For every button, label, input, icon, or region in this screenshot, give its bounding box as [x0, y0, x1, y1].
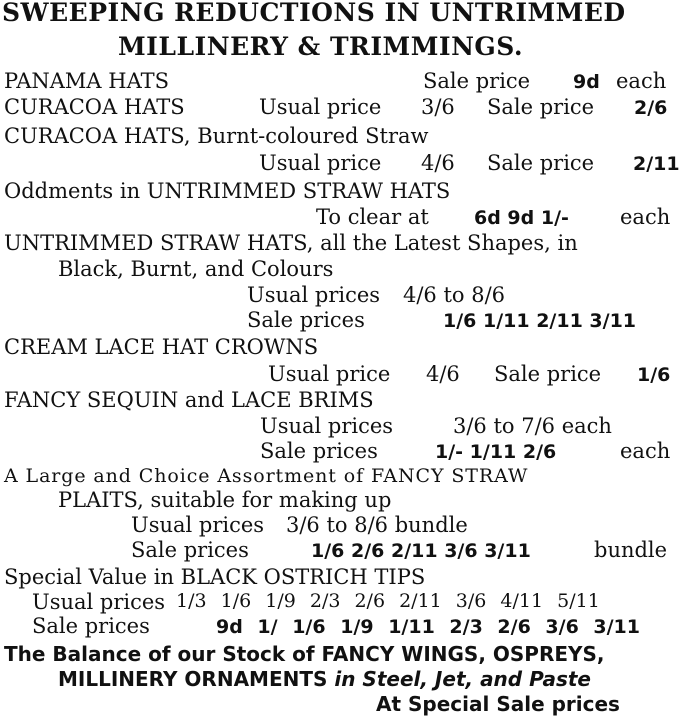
item-sequin-usual: 3/6 to 7/6 each — [453, 414, 612, 438]
item-cream-lace-usual-label: Usual price — [268, 362, 391, 386]
item-ostrich-sale: 9d 1/ 1/6 1/9 1/11 2/3 2/6 3/6 3/11 — [216, 616, 640, 638]
footer-line-1: The Balance of our Stock of FANCY WINGS, OSPREYS, — [4, 642, 605, 666]
item-untrimmed-name: UNTRIMMED STRAW HATS, all the Latest Shapes, in — [4, 231, 578, 255]
item-sequin-name: FANCY SEQUIN and LACE BRIMS — [4, 388, 374, 412]
item-ostrich-sale-label: Sale prices — [32, 614, 150, 638]
item-plaits-unit: bundle — [594, 538, 668, 562]
item-plaits-sale: 1/6 2/6 2/11 3/6 3/11 — [311, 540, 531, 562]
footer-line-2-italic: in Steel, Jet, and Paste — [327, 667, 591, 691]
item-curacoa-burnt-usual-label: Usual price — [259, 151, 382, 175]
item-cream-lace-name: CREAM LACE HAT CROWNS — [4, 335, 319, 359]
item-oddments-prices: 6d 9d 1/- — [474, 207, 569, 229]
item-panama-sale-label: Sale price — [423, 69, 531, 93]
item-ostrich-usual-label: Usual prices — [32, 590, 166, 614]
item-panama-unit: each — [616, 69, 667, 93]
footer-line-2 — [58, 669, 591, 689]
item-curacoa-sale: 2/6 — [634, 97, 668, 119]
item-plaits-name-2: PLAITS, suitable for making up — [58, 488, 392, 512]
item-untrimmed-sale-label: Sale prices — [247, 308, 365, 332]
item-untrimmed-usual: 4/6 to 8/6 — [403, 283, 506, 307]
item-panama-name: PANAMA HATS — [4, 69, 169, 93]
item-curacoa-burnt-name: CURACOA HATS, Burnt-coloured Straw — [4, 124, 429, 148]
footer-line-2-bold: MILLINERY ORNAMENTS — [58, 667, 328, 691]
item-cream-lace-usual: 4/6 — [426, 362, 460, 386]
item-plaits-sale-label: Sale prices — [131, 538, 249, 562]
item-sequin-sale-label: Sale prices — [260, 439, 378, 463]
item-oddments-clear-label: To clear at — [316, 205, 429, 229]
item-untrimmed-sale: 1/6 1/11 2/11 3/11 — [443, 310, 637, 332]
item-cream-lace-sale: 1/6 — [637, 364, 671, 386]
item-ostrich-usual: 1/3 1/6 1/9 2/3 2/6 2/11 3/6 4/11 5/11 — [176, 590, 600, 612]
item-sequin-unit: each — [620, 439, 671, 463]
item-plaits-usual: 3/6 to 8/6 bundle — [286, 513, 468, 537]
footer-line-3: At Special Sale prices — [376, 692, 620, 716]
item-curacoa-burnt-sale: 2/11 — [633, 153, 680, 175]
item-curacoa-burnt-usual: 4/6 — [421, 151, 455, 175]
item-plaits-name: A Large and Choice Assortment of FANCY STRAW — [4, 465, 529, 487]
item-panama-sale: 9d — [573, 71, 600, 93]
item-curacoa-name: CURACOA HATS — [4, 95, 185, 119]
item-untrimmed-name-2: Black, Burnt, and Colours — [58, 257, 334, 281]
item-plaits-usual-label: Usual prices — [131, 513, 265, 537]
item-sequin-usual-label: Usual prices — [260, 414, 394, 438]
item-curacoa-usual: 3/6 — [421, 95, 455, 119]
item-untrimmed-usual-label: Usual prices — [247, 283, 381, 307]
item-oddments-name: Oddments in UNTRIMMED STRAW HATS — [4, 179, 451, 203]
heading-line-1: SWEEPING REDUCTIONS IN UNTRIMMED — [2, 0, 626, 27]
item-oddments-unit: each — [620, 205, 671, 229]
heading-line-2: MILLINERY & TRIMMINGS. — [118, 32, 524, 61]
item-cream-lace-sale-label: Sale price — [494, 362, 602, 386]
item-curacoa-sale-label: Sale price — [487, 95, 595, 119]
item-sequin-sale: 1/- 1/11 2/6 — [435, 441, 557, 463]
item-ostrich-name: Special Value in BLACK OSTRICH TIPS — [4, 565, 426, 589]
item-curacoa-burnt-sale-label: Sale price — [487, 151, 595, 175]
item-curacoa-usual-label: Usual price — [259, 95, 382, 119]
